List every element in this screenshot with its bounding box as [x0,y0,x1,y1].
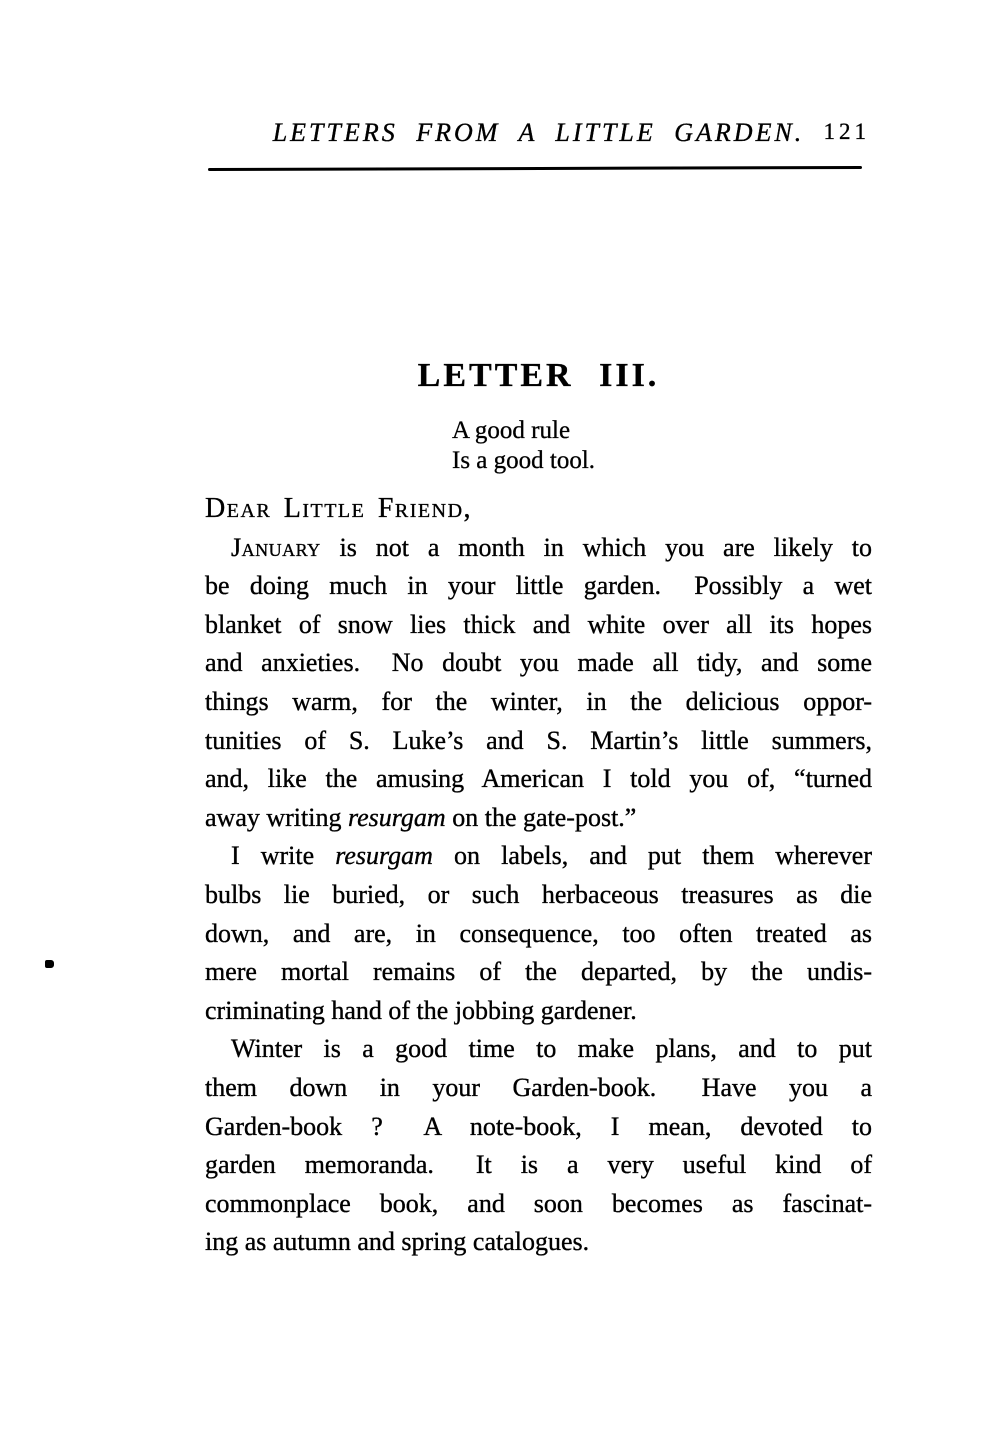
text-line [205,1030,872,1069]
body-text: down, and are, in consequence, too often treated as [205,918,872,948]
body-text: and, like the amusing American I told you of, “turned [205,764,872,794]
text-line [205,722,872,761]
text-line [205,1108,872,1147]
page-number: 121 [823,119,870,144]
text-line [205,1146,872,1185]
body-text: ing as autumn and spring catalogues. [205,1227,590,1257]
running-title: LETTERS FROM A LITTLE GARDEN. [272,118,805,147]
text-line [205,799,872,838]
text-line [205,992,872,1031]
body-text: on labels, and put them wherever [432,841,872,871]
body-text: criminating hand of the jobbing gardener. [205,995,637,1025]
body-text: Garden-book ? A note-book, I mean, devoted to [205,1111,872,1141]
body-text: them down in your Garden-book. Have you a [205,1072,872,1102]
italic-text: resurgam [347,802,446,832]
text-line [205,1185,872,1224]
body-text: tunities of S. Luke’s and S. Martin’s little summers, [205,725,872,755]
body-text: things warm, for the winter, in the delicious oppor- [205,686,872,716]
epigraph-line: A good rule [452,417,571,444]
text-line [205,567,872,606]
text-line [205,529,872,568]
text-line [205,644,872,683]
text-line [205,760,872,799]
body-text: I write [231,841,336,871]
body-text: be doing much in your little garden. Possibly a wet [205,571,872,601]
body-text: blanket of snow lies thick and white over all its hopes [205,609,872,639]
text-column [205,0,872,1429]
body-text: and anxieties. No doubt you made all tidy, and some [205,648,872,678]
body-text: away writing [205,802,348,832]
body-text: bulbs lie buried, or such herbaceous treasures as die [205,879,872,909]
smallcaps-text: January [231,532,321,562]
text-line [205,1069,872,1108]
italic-text: resurgam [335,841,433,871]
text-line [205,1223,872,1262]
body-text: Winter is a good time to make plans, and to put [231,1034,872,1064]
text-line [205,606,872,645]
text-line [205,953,872,992]
text-line [205,683,872,722]
body-text: mere mortal remains of the departed, by the undis- [205,957,872,987]
salutation: Dear Little Friend, [205,493,473,524]
chapter-heading: LETTER III. [417,357,660,394]
text-line [205,837,872,876]
epigraph-line: Is a good tool. [452,447,596,474]
letter-body [205,490,872,1262]
header-rule [208,166,862,171]
body-text: is not a month in which you are likely to [320,532,872,562]
body-text: commonplace book, and soon becomes as fascinat- [205,1188,872,1218]
body-text: garden memoranda. It is a very useful kind of [205,1150,872,1180]
body-text: on the gate-post.” [445,802,637,832]
text-line [205,915,872,954]
ink-speck [45,960,54,968]
running-header [205,118,872,150]
epigraph [452,416,595,476]
paragraphs [205,529,872,1262]
text-line [205,876,872,915]
